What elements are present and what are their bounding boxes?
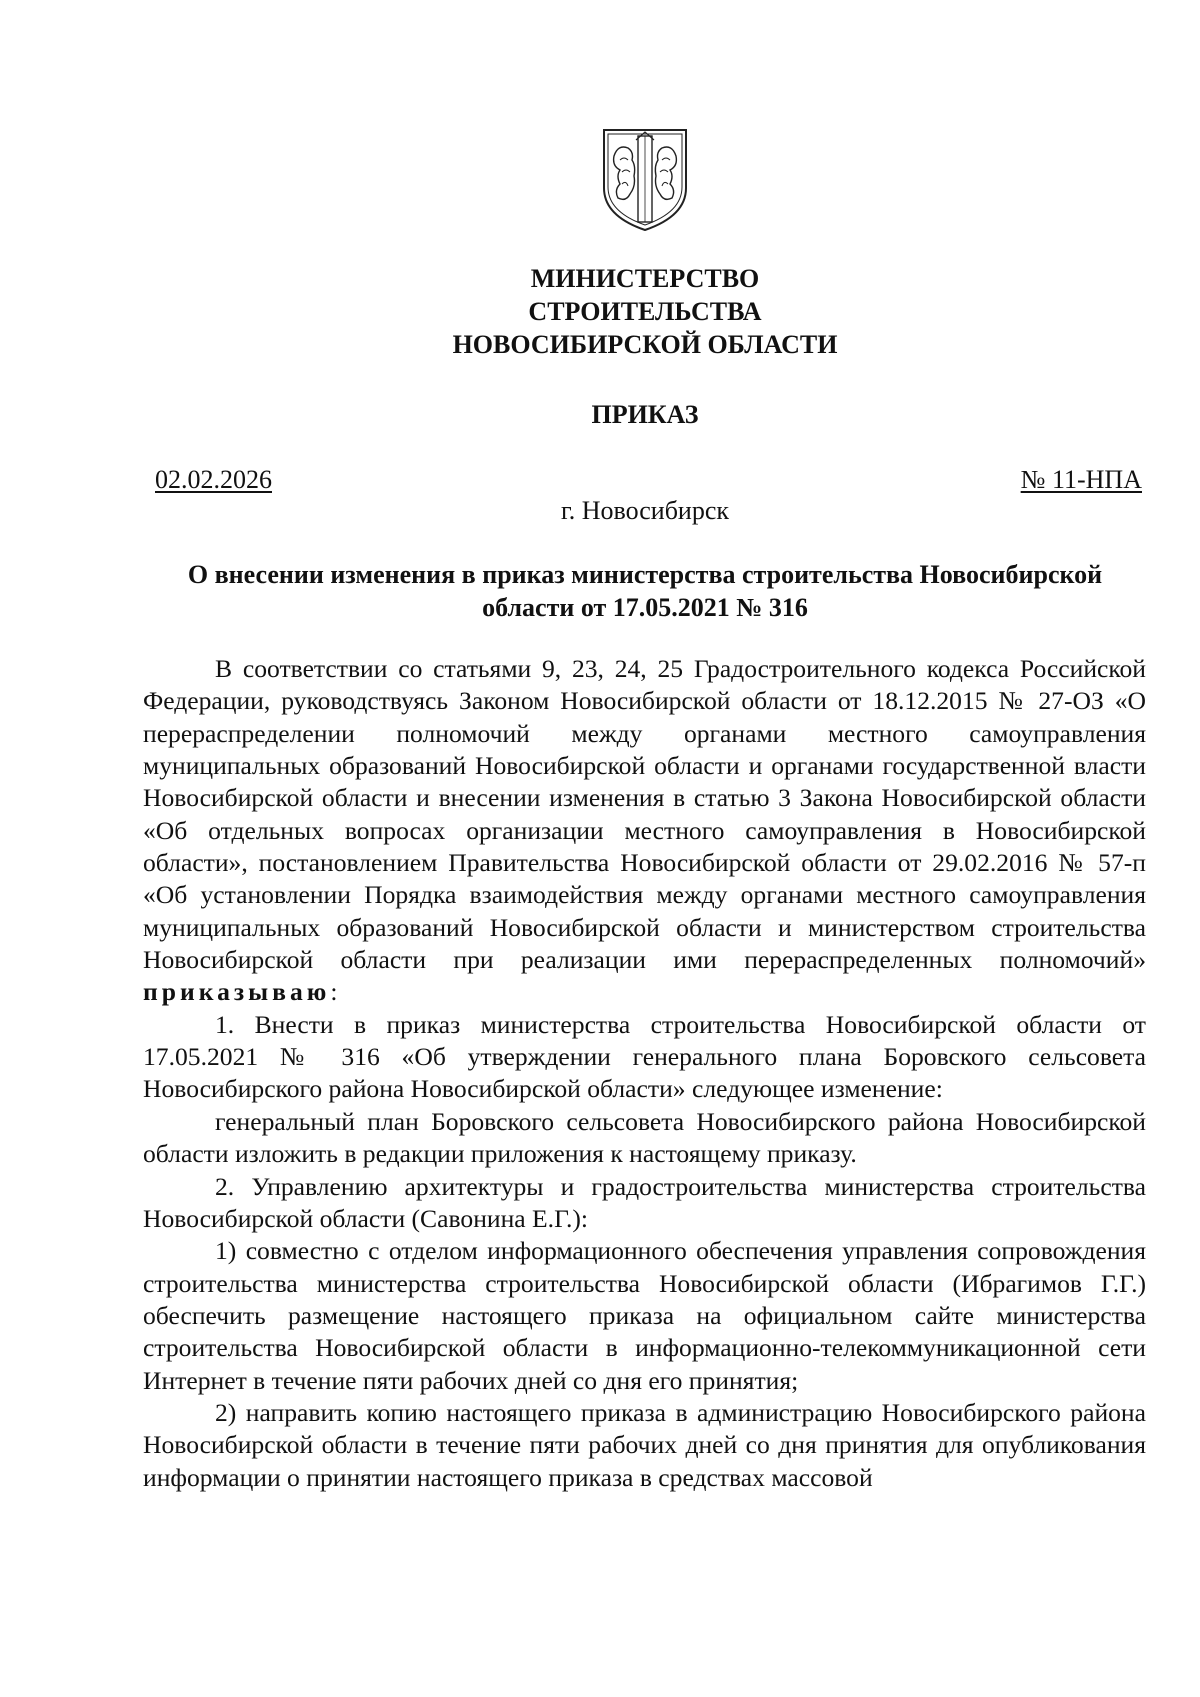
- ministry-name-line: НОВОСИБИРСКОЙ ОБЛАСТИ: [452, 330, 838, 359]
- ministry-name-line: МИНИСТЕРСТВО: [530, 264, 760, 293]
- document-date: 02.02.2026: [155, 465, 272, 494]
- document-city: г. Новосибирск: [560, 496, 730, 525]
- subject-line: области от 17.05.2021 № 316: [482, 593, 808, 622]
- document-body: [143, 653, 1146, 1494]
- preamble-paragraph: [143, 653, 1146, 1009]
- document-type: ПРИКАЗ: [591, 400, 699, 429]
- item-1-text-paragraph: генеральный план Боровского сельсовета Новосибирского района Новосибирской области изложить в редакции приложения к настоящему приказу.: [143, 1106, 1146, 1169]
- subject-line: О внесении изменения в приказ министерства строительства Новосибирской: [187, 560, 1103, 589]
- item-2-1-paragraph: 1) совместно с отделом информационного обеспечения управления сопровождения строительства министерства строительства Новосибирской области (Ибрагимов Г.Г.) обеспечить размещение настоящего приказа на официальном сайте министерства строительства Новосибирской области в информационно-телекоммуникационной сети Интернет в течение пяти рабочих дней со дня его принятия;: [143, 1236, 1146, 1395]
- preamble-text: В соответствии со статьями 9, 23, 24, 25 Градостроительного кодекса Российской Федерации, руководствуясь Законом Новосибирской области от 18.12.2015 № 27-ОЗ «О перераспределении полномочий между органами местного самоуправления муниципальных образований Новосибирской области и органами государственной власти Новосибирской области и внесении изменения в статью 3 Закона Новосибирской области «Об отдельных вопросах организации местного самоуправления в Новосибирской области», постановлением Правительства Новосибирской области от 29.02.2016 № 57-п «Об установлении Порядка взаимодействия между органами местного самоуправления муниципальных образований Новосибирской области и министерством строительства Новосибирской области при реализации ими перераспределенных полномочий»: [143, 654, 1146, 975]
- document-number: № 11-НПА: [1020, 465, 1142, 494]
- order-colon: :: [330, 977, 338, 1007]
- coat-of-arms-emblem: [600, 126, 690, 234]
- order-word: приказываю: [143, 977, 331, 1007]
- item-2-2-paragraph: 2) направить копию настоящего приказа в администрацию Новосибирского района Новосибирской области в течение пяти рабочих дней со дня принятия для опубликования информации о принятии настоящего приказа в средствах массовой: [143, 1397, 1146, 1492]
- item-2-paragraph: 2. Управлению архитектуры и градостроительства министерства строительства Новосибирской области (Савонина Е.Г.):: [143, 1171, 1146, 1233]
- ministry-name: [0, 262, 1200, 361]
- document-subject: [140, 558, 1150, 624]
- item-1-paragraph: 1. Внести в приказ министерства строительства Новосибирской области от 17.05.2021 № 316 «Об утверждении генерального плана Боровского сельсовета Новосибирского района Новосибирской области» следующее изменение:: [143, 1009, 1146, 1104]
- ministry-name-line: СТРОИТЕЛЬСТВА: [528, 297, 762, 326]
